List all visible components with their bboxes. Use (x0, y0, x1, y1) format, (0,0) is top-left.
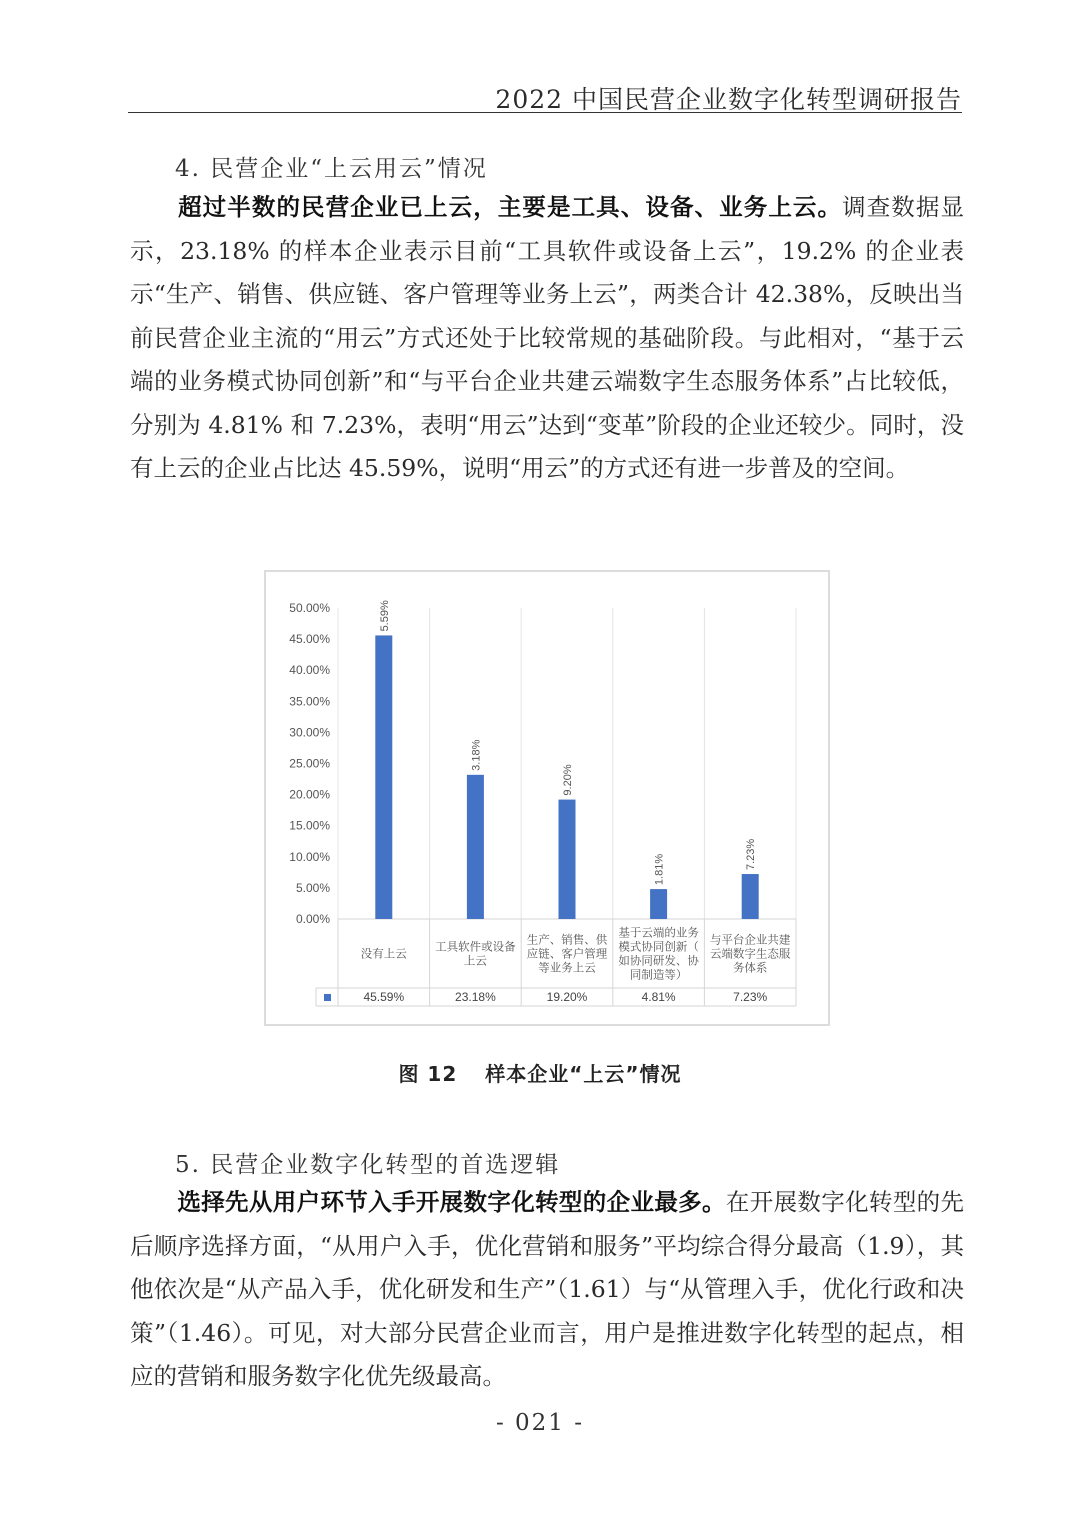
table-value: 45.59% (363, 990, 405, 1004)
category-label: 生产、销售、供 (526, 932, 608, 947)
y-tick-label: 35.00% (289, 694, 330, 709)
y-tick-label: 50.00% (289, 601, 330, 615)
bar (742, 874, 759, 919)
y-tick-label: 40.00% (289, 663, 330, 678)
header-rule (128, 112, 962, 113)
category-label: 工具软件或设备 (435, 939, 516, 954)
y-tick-label: 15.00% (289, 818, 330, 833)
y-tick-label: 30.00% (289, 725, 330, 740)
figure-title: 样本企业“上云”情况 (485, 1062, 682, 1086)
y-tick-label: 5.00% (295, 880, 330, 895)
section-5-heading: 5. 民营企业数字化转型的首选逻辑 (175, 1152, 561, 1178)
section-4-paragraph (130, 186, 964, 491)
table-value: 23.18% (455, 990, 496, 1004)
y-tick-label: 10.00% (289, 849, 330, 864)
category-label: 应链、客户管理 (526, 946, 608, 961)
report-header-title: 2022 中国民营企业数字化转型调研报告 (495, 85, 962, 114)
bar (467, 775, 484, 919)
page-number: - 021 - (495, 1410, 585, 1436)
bar-data-label: 9.20% (562, 764, 574, 796)
category-label: 同制造等） (629, 967, 688, 982)
category-label: 如协同研发、协 (618, 953, 699, 968)
category-label: 没有上云 (360, 946, 407, 961)
category-label: 模式协同创新（ (618, 939, 699, 954)
section-4-lead: 超过半数的民营企业已上云，主要是工具、设备、业务上云。 (177, 193, 843, 221)
section-4-heading: 4. 民营企业“上云用云”情况 (175, 156, 488, 182)
category-label: 与平台企业共建 (709, 932, 791, 947)
y-tick-label: 25.00% (289, 756, 330, 771)
bar (375, 635, 392, 919)
category-label: 上云 (463, 953, 487, 968)
section-5-paragraph (130, 1181, 964, 1399)
bar-data-label: 5.59% (378, 600, 391, 632)
bar-chart (266, 572, 828, 1024)
category-label: 云端数字生态服 (709, 946, 791, 961)
table-value: 7.23% (733, 990, 768, 1004)
figure-number: 图 12 (398, 1062, 458, 1086)
legend-swatch (324, 994, 331, 1001)
bar-chart-figure (264, 570, 830, 1026)
category-label: 基于云端的业务 (618, 925, 699, 940)
bar-data-label: 1.81% (653, 853, 666, 886)
section-5-body: 在开展数字化转型的先后顺序选择方面，“从用户入手，优化营销和服务”平均综合得分最高（1.9），其他依次是“从产品入手，优化研发和生产”（1.61）与“从管理入手，优化行政和决策”（1.46）。可见，对大部分民营企业而言，用户是推进数字化转型的起点，相应的营销和服务数字化优先级最高。 (130, 1188, 965, 1390)
y-tick-label: 45.00% (289, 632, 330, 647)
bar-data-label: 7.23% (745, 838, 758, 871)
y-tick-label: 20.00% (289, 787, 330, 802)
table-value: 4.81% (641, 990, 676, 1004)
bar (650, 889, 667, 919)
category-label: 务体系 (732, 960, 768, 975)
figure-caption (0, 1058, 1080, 1087)
y-tick-label: 0.00% (295, 912, 330, 926)
table-value: 19.20% (546, 990, 588, 1004)
bar (559, 800, 576, 919)
section-5-lead: 选择先从用户环节入手开展数字化转型的企业最多。 (177, 1188, 726, 1216)
category-label: 等业务上云 (538, 960, 596, 975)
bar-data-label: 3.18% (470, 739, 483, 771)
section-4-body: 调查数据显示，23.18% 的样本企业表示目前“工具软件或设备上云”，19.2% 的企业表示“生产、销售、供应链、客户管理等业务上云”，两类合计 42.38%，反映出当前民营企业主流的“用云”方式还处于比较常规的基础阶段。与此相对，“基于云端的业务模式协同创新”和“与平台企业共建云端数字生态服务体系”占比较低，分别为 4.81% 和 7.23%，表明“用云”达到“变革”阶段的企业还较少。同时，没有上云的企业占比达 45.59%，说明“用云”的方式还有进一步普及的空间。 (130, 193, 964, 482)
